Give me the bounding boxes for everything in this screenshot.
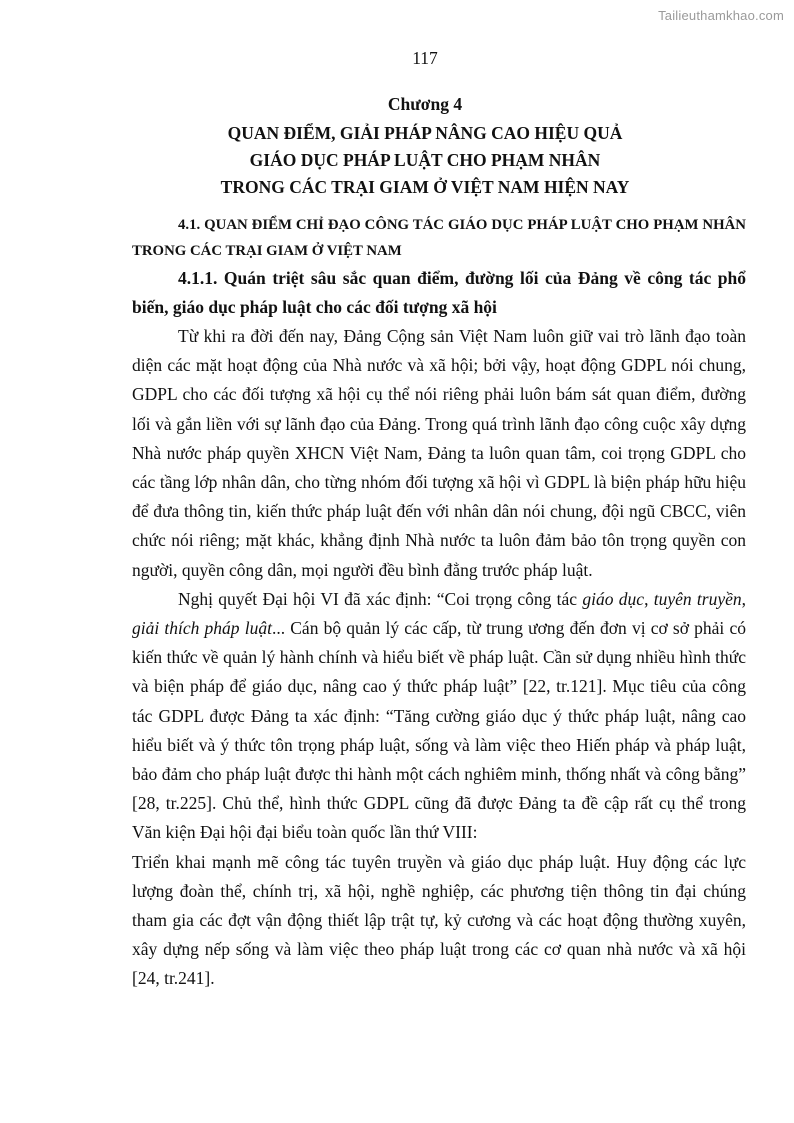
italic-term: giải thích pháp luật bbox=[132, 618, 272, 639]
italic-term: giáo dục bbox=[582, 588, 645, 609]
paragraph-text: ... Cán bộ quản lý các cấp, từ trung ương đến đơn vị cơ sở phải có kiến thức về quản lý hành chính và hiểu biết về pháp luật. Cần sử dụng nhiều hình thức và biện pháp để giáo dục, nâng cao ý thức pháp luật” [22, tr.121]. Mục tiêu của công tác GDPL được Đảng ta xác định: “Tăng cường giáo dục ý thức pháp luật, nâng cao hiểu biết và ý thức tôn trọng pháp luật, sống và làm việc theo Hiến pháp và pháp luật, bảo đảm cho pháp luật được thi hành một cách nghiêm minh, thống nhất và công bằng” [28, tr.225]. Chủ thể, hình thức GDPL cũng đã được Đảng ta đề cập rất cụ thể trong Văn kiện Đại hội đại biểu toàn quốc lần thứ VIII: bbox=[132, 618, 746, 843]
paragraph-text: Nghị quyết Đại hội VI đã xác định: “Coi trọng công tác bbox=[178, 588, 583, 609]
watermark: Tailieuthamkhao.com bbox=[658, 8, 784, 23]
subsection-heading-text: 4.1.1. Quán triệt sâu sắc quan điểm, đường lối của Đảng về công tác phổ biến, giáo dục pháp luật cho các đối tượng xã hội bbox=[132, 268, 746, 317]
paragraph-text: , bbox=[741, 588, 747, 609]
chapter-label: Chương 4 bbox=[387, 94, 463, 114]
subsection-heading bbox=[132, 264, 746, 322]
paragraph-text: , bbox=[644, 588, 654, 609]
chapter-title bbox=[0, 120, 794, 201]
page-number: 117 bbox=[412, 48, 438, 68]
section-heading bbox=[132, 212, 746, 264]
block-quote: Triển khai mạnh mẽ công tác tuyên truyền và giáo dục pháp luật. Huy động các lực lượng đoàn thể, chính trị, xã hội, nghề nghiệp, các phương tiện thông tin đại chúng tham gia các đợt vận động thiết lập trật tự, kỷ cương và các hoạt động thường xuyên, xây dựng nếp sống và làm việc theo pháp luật trong các cơ quan nhà nước và xã hội [24, tr.241]. bbox=[132, 851, 746, 989]
italic-term: tuyên truyền bbox=[653, 588, 742, 609]
body-text bbox=[132, 322, 746, 994]
paragraph: Từ khi ra đời đến nay, Đảng Cộng sản Việt Nam luôn giữ vai trò lãnh đạo toàn diện các mặt hoạt động của Nhà nước và xã hội; bởi vậy, hoạt động GDPL nói chung, GDPL cho các đối tượng xã hội cụ thể nói riêng phải luôn bám sát quan điểm, đường lối và gắn liền với sự lãnh đạo của Đảng. Trong quá trình lãnh đạo công cuộc xây dựng Nhà nước pháp quyền XHCN Việt Nam, Đảng ta luôn quan tâm, coi trọng GDPL cho các tầng lớp nhân dân, cho từng nhóm đối tượng xã hội vì GDPL là biện pháp hữu hiệu để đưa thông tin, kiến thức pháp luật đến với nhân dân nói chung, đội ngũ CBCC, viên chức nói riêng; mặt khác, khẳng định Nhà nước ta luôn đảm bảo tôn trọng quyền con người, quyền công dân, mọi người đều bình đẳng trước pháp luật. bbox=[132, 326, 746, 580]
paragraph bbox=[132, 585, 746, 848]
chapter-title-line: QUAN ĐIỂM, GIẢI PHÁP NÂNG CAO HIỆU QUẢ bbox=[227, 123, 623, 143]
chapter-title-line: GIÁO DỤC PHÁP LUẬT CHO PHẠM NHÂN bbox=[249, 150, 601, 170]
chapter-title-line: TRONG CÁC TRẠI GIAM Ở VIỆT NAM HIỆN NAY bbox=[220, 177, 630, 197]
section-heading-text: 4.1. QUAN ĐIỂM CHỈ ĐẠO CÔNG TÁC GIÁO DỤC PHÁP LUẬT CHO PHẠM NHÂN TRONG CÁC TRẠI GIAM Ở VIỆT NAM bbox=[132, 217, 746, 259]
